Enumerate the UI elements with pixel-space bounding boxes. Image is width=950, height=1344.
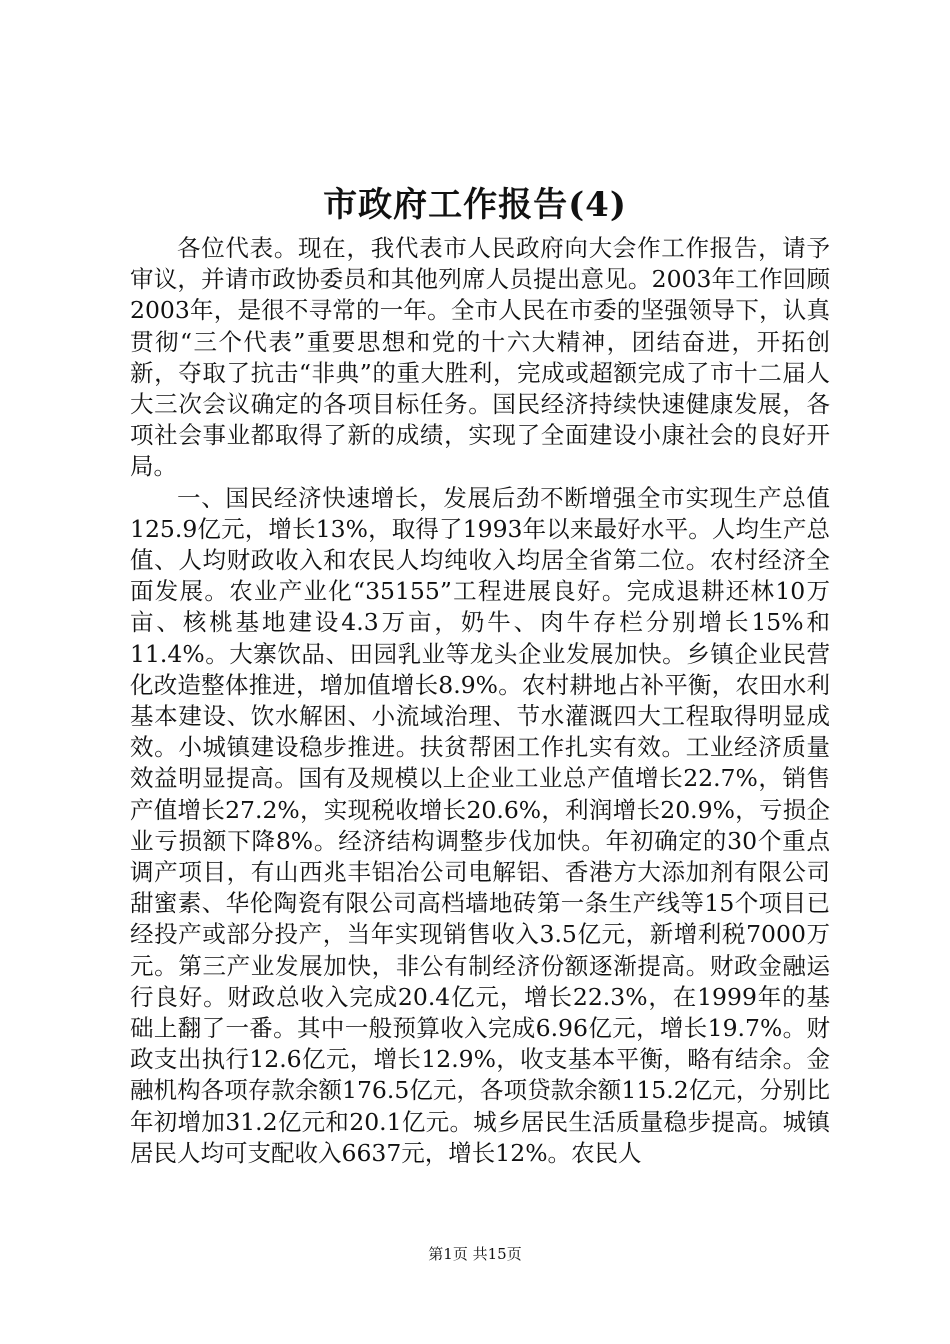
page-number-footer: 第1页 共15页 <box>428 1245 522 1263</box>
document-title: 市政府工作报告(4) <box>323 185 627 225</box>
document-body <box>130 233 830 1169</box>
paragraph-intro: 各位代表。现在，我代表市人民政府向大会作工作报告，请予审议，并请市政协委员和其他列席人员提出意见。2003年工作回顾2003年，是很不寻常的一年。全市人民在市委的坚强领导下，认真贯彻“三个代表”重要思想和党的十六大精神，团结奋进，开拓创新，夺取了抗击“非典”的重大胜利，完成或超额完成了市十二届人大三次会议确定的各项目标任务。国民经济持续快速健康发展，各项社会事业都取得了新的成绩，实现了全面建设小康社会的良好开局。 <box>130 234 830 481</box>
paragraph-economy: 一、国民经济快速增长，发展后劲不断增强全市实现生产总值125.9亿元，增长13%，取得了1993年以来最好水平。人均生产总值、人均财政收入和农民人均纯收入均居全省第二位。农村经济全面发展。农业产业化“35155”工程进展良好。完成退耕还林10万亩、核桃基地建设4.3万亩，奶牛、肉牛存栏分别增长15%和11.4%。大寨饮品、田园乳业等龙头企业发展加快。乡镇企业民营化改造整体推进，增加值增长8.9%。农村耕地占补平衡，农田水利基本建设、饮水解困、小流域治理、节水灌溉四大工程取得明显成效。小城镇建设稳步推进。扶贫帮困工作扎实有效。工业经济质量效益明显提高。国有及规模以上企业工业总产值增长22.7%，销售产值增长27.2%，实现税收增长20.6%，利润增长20.9%，亏损企业亏损额下降8%。经济结构调整步伐加快。年初确定的30个重点调产项目，有山西兆丰铝冶公司电解铝、香港方大添加剂有限公司甜蜜素、华伦陶瓷有限公司高档墙地砖第一条生产线等15个项目已经投产或部分投产，当年实现销售收入3.5亿元，新增利税7000万元。第三产业发展加快，非公有制经济份额逐渐提高。财政金融运行良好。财政总收入完成20.4亿元，增长22.3%，在1999年的基础上翻了一番。其中一般预算收入完成6.96亿元，增长19.7%。财政支出执行12.6亿元，增长12.9%，收支基本平衡，略有结余。金融机构各项存款余额176.5亿元，各项贷款余额115.2亿元，分别比年初增加31.2亿元和20.1亿元。城乡居民生活质量稳步提高。城镇居民人均可支配收入6637元，增长12%。农民人 <box>130 483 830 1167</box>
